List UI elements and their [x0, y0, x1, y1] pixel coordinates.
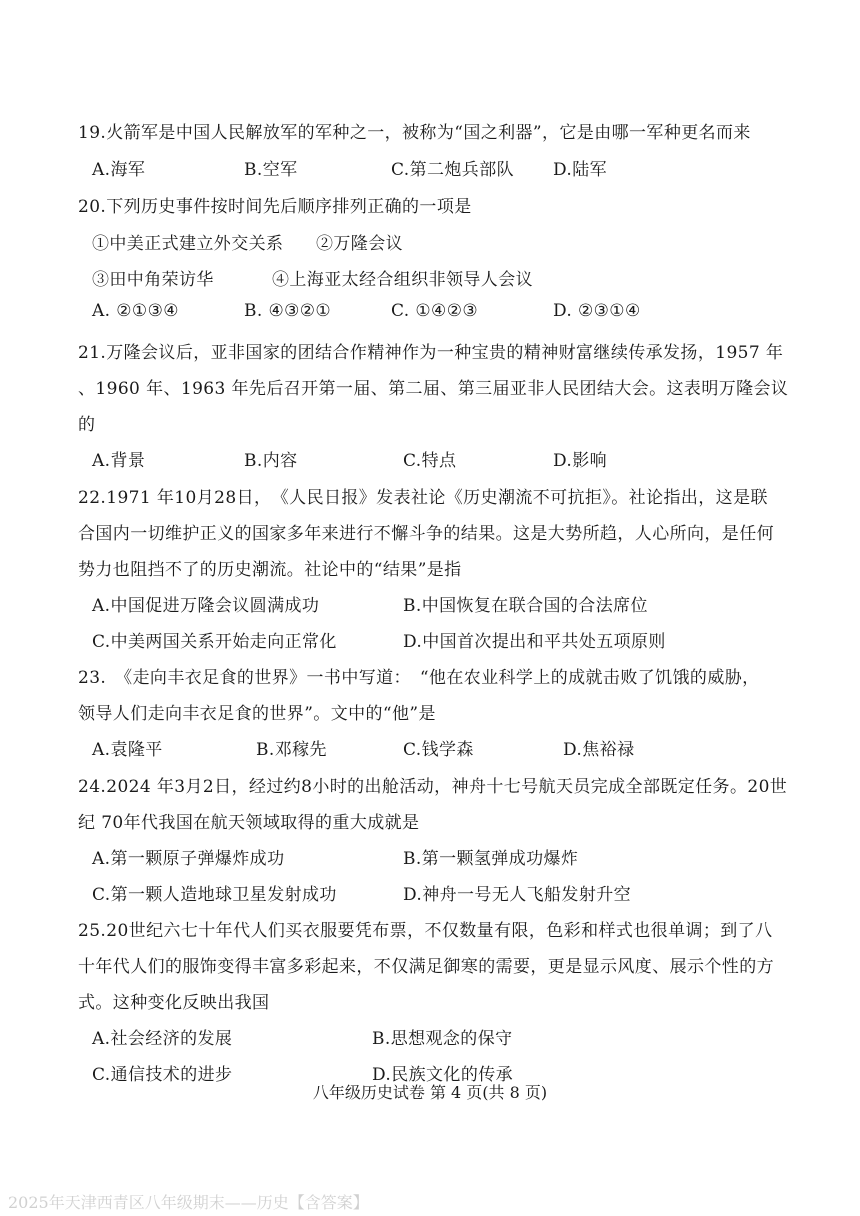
- question-23-stem-line-1: 23. 《走向丰衣足食的世界》一书中写道： “他在农业科学上的成就击败了饥饿的威胁，: [78, 668, 760, 688]
- question-21-stem-line-2: 、1960 年、1963 年先后召开第一届、第二届、第三届亚非人民团结大会。这表明万隆会议: [78, 379, 789, 399]
- q23-option-b: B.邓稼先: [256, 740, 327, 760]
- q20-event-2: ②万隆会议: [316, 234, 403, 254]
- q22-option-a: A.中国促进万隆会议圆满成功: [92, 596, 320, 616]
- q20-option-c: C. ①④②③: [391, 301, 478, 321]
- question-22-stem-line-2: 合国内一切维护正义的国家多年来进行不懈斗争的结果。这是大势所趋，人心所向，是任何: [78, 524, 774, 544]
- question-25-stem-line-3: 式。这种变化反映出我国: [78, 993, 270, 1013]
- q25-option-c: C.通信技术的进步: [92, 1065, 233, 1085]
- q22-option-d: D.中国首次提出和平共处五项原则: [403, 632, 666, 652]
- q24-option-a: A.第一颗原子弹爆炸成功: [92, 849, 285, 869]
- question-20-stem: 20.下列历史事件按时间先后顺序排列正确的一项是: [78, 197, 472, 217]
- q19-option-d: D.陆军: [553, 160, 608, 180]
- question-22-stem-line-3: 势力也阻挡不了的历史潮流。社论中的“结果”是指: [78, 560, 462, 580]
- q21-option-d: D.影响: [553, 451, 608, 471]
- q20-option-b: B. ④③②①: [244, 301, 332, 321]
- q25-option-d: D.民族文化的传承: [372, 1065, 514, 1085]
- question-21-stem-line-3: 的: [78, 415, 96, 435]
- q23-option-c: C.钱学森: [403, 740, 474, 760]
- q24-option-d: D.神舟一号无人飞船发射升空: [403, 885, 632, 905]
- question-22-stem-line-1: 22.1971 年10月28日， 《人民日报》发表社论《历史潮流不可抗拒》。社论指出，这是联: [78, 488, 768, 508]
- q19-option-c: C.第二炮兵部队: [391, 160, 515, 180]
- q25-option-b: B.思想观念的保守: [372, 1029, 513, 1049]
- question-24-stem-line-2: 纪 70年代我国在航天领域取得的重大成就是: [78, 813, 420, 833]
- q19-option-b: B.空军: [244, 160, 298, 180]
- watermark: 2025年天津西青区八年级期末——历史【含答案】: [8, 1193, 369, 1212]
- q21-option-c: C.特点: [403, 451, 457, 471]
- q23-option-a: A.袁隆平: [92, 740, 163, 760]
- q20-option-d: D. ②③①④: [553, 301, 641, 321]
- q20-option-a: A. ②①③④: [92, 301, 179, 321]
- q21-option-b: B.内容: [244, 451, 298, 471]
- question-21-stem-line-1: 21.万隆会议后，亚非国家的团结合作精神作为一种宝贵的精神财富继续传承发扬，1957 年: [78, 343, 784, 363]
- question-23-stem-line-2: 领导人们走向丰衣足食的世界”。文中的“他”是: [78, 704, 436, 724]
- q20-event-1: ①中美正式建立外交关系: [92, 234, 284, 254]
- q24-option-b: B.第一颗氢弹成功爆炸: [403, 849, 579, 869]
- question-25-stem-line-2: 十年代人们的服饰变得丰富多彩起来，不仅满足御寒的需要，更是显示风度、展示个性的方: [78, 957, 774, 977]
- q21-option-a: A.背景: [92, 451, 146, 471]
- q23-option-d: D.焦裕禄: [563, 740, 635, 760]
- q20-event-4: ④上海亚太经合组织非领导人会议: [272, 270, 533, 290]
- q19-option-a: A.海军: [92, 160, 146, 180]
- q24-option-c: C.第一颗人造地球卫星发射成功: [92, 885, 337, 905]
- q22-option-b: B.中国恢复在联合国的合法席位: [403, 596, 648, 616]
- q25-option-a: A.社会经济的发展: [92, 1029, 233, 1049]
- question-24-stem-line-1: 24.2024 年3月2日，经过约8小时的出舱活动，神舟十七号航天员完成全部既定任务。20世: [78, 777, 788, 797]
- page-footer: 八年级历史试卷 第 4 页(共 8 页): [312, 1083, 548, 1102]
- question-25-stem-line-1: 25.20世纪六七十年代人们买衣服要凭布票，不仅数量有限，色彩和样式也很单调；到了八: [78, 921, 773, 941]
- q20-event-3: ③田中角荣访华: [92, 270, 214, 290]
- question-19-stem: 19.火箭军是中国人民解放军的军种之一，被称为“国之利器”，它是由哪一军种更名而来: [78, 123, 751, 143]
- q22-option-c: C.中美两国关系开始走向正常化: [92, 632, 337, 652]
